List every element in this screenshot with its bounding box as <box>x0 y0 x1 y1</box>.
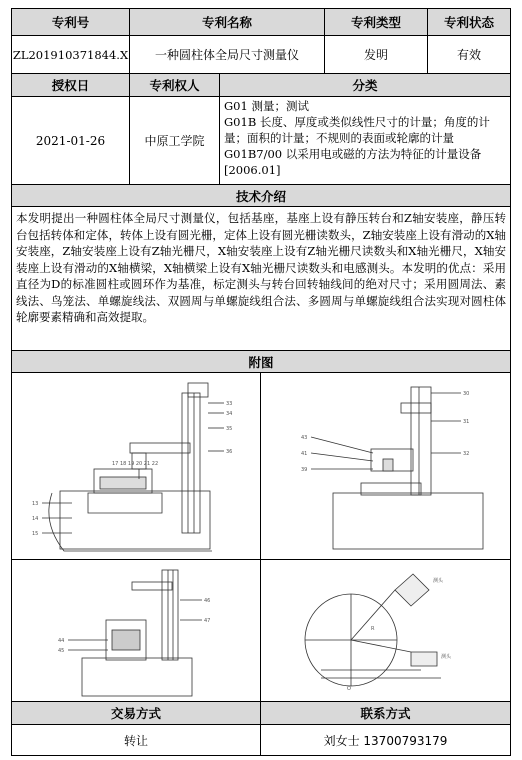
svg-text:17 18 19 20 21 22: 17 18 19 20 21 22 <box>112 461 159 467</box>
trade-method: 转让 <box>12 725 261 755</box>
header-patent-name: 专利名称 <box>130 9 325 36</box>
patent-type: 发明 <box>325 36 428 74</box>
patent-values-row <box>12 36 510 74</box>
header-trade-method: 交易方式 <box>12 702 261 725</box>
intro-text-row <box>12 207 510 351</box>
svg-text:34: 34 <box>226 411 233 417</box>
header-contact: 联系方式 <box>261 702 510 725</box>
svg-text:36: 36 <box>226 449 233 455</box>
classification-item: G01B7/00 以采用电或磁的方法为特征的计量设备[2006.01] <box>224 147 482 177</box>
intro-title: 技术介绍 <box>12 185 510 207</box>
figures-top-row <box>12 373 510 560</box>
grant-row <box>12 97 510 185</box>
svg-text:R: R <box>371 626 375 632</box>
svg-text:31: 31 <box>463 419 470 425</box>
trade-header-row <box>12 702 510 725</box>
patent-number: ZL201910371844.X <box>12 36 130 74</box>
header-grant-date: 授权日 <box>12 74 130 97</box>
svg-text:43: 43 <box>301 435 308 441</box>
patent-info-sheet <box>11 8 511 756</box>
figure-3 <box>12 560 261 702</box>
svg-text:测头: 测头 <box>441 654 452 660</box>
intro-title-row <box>12 185 510 207</box>
figure-3-drawing <box>12 560 260 701</box>
figure-4 <box>261 560 510 702</box>
classification-item: G01B 长度、厚度或类似线性尺寸的计量；角度的计量；面积的计量；不规则的表面或轮廓的计量 <box>224 115 490 145</box>
header-patent-number: 专利号 <box>12 9 130 36</box>
header-patent-status: 专利状态 <box>428 9 510 36</box>
contact-info: 刘女士 13700793179 <box>323 733 448 748</box>
figures-title-row <box>12 351 510 373</box>
figures-bottom-row <box>12 560 510 702</box>
figure-2 <box>261 373 510 560</box>
header2-row <box>12 74 510 97</box>
header-owner: 专利权人 <box>130 74 220 97</box>
patent-owner: 中原工学院 <box>130 97 220 185</box>
svg-text:30: 30 <box>463 391 470 397</box>
figure-1 <box>12 373 261 560</box>
svg-text:O: O <box>347 686 351 692</box>
svg-text:45: 45 <box>58 648 65 654</box>
header-patent-type: 专利类型 <box>325 9 428 36</box>
svg-text:15: 15 <box>32 531 39 537</box>
svg-text:44: 44 <box>58 638 65 644</box>
svg-text:35: 35 <box>226 426 233 432</box>
figure-1-drawing <box>12 373 260 559</box>
grant-date: 2021-01-26 <box>12 97 130 185</box>
header-row <box>12 9 510 36</box>
svg-text:41: 41 <box>301 451 308 457</box>
svg-text:39: 39 <box>301 467 308 473</box>
figures-title: 附图 <box>12 351 510 373</box>
header-classification: 分类 <box>220 74 510 97</box>
classification-list <box>220 97 510 185</box>
figure-4-drawing <box>261 560 509 701</box>
svg-text:46: 46 <box>204 598 211 604</box>
trade-values-row <box>12 725 510 755</box>
svg-text:14: 14 <box>32 516 39 522</box>
svg-text:33: 33 <box>226 401 233 407</box>
svg-text:13: 13 <box>32 501 39 507</box>
classification-item: G01 测量；测试 <box>224 99 309 113</box>
intro-text: 本发明提出一种圆柱体全局尺寸测量仪，包括基座，基座上设有静压转台和Z轴安装座，静压转台包括转体和定体，转体上设有圆光栅，定体上设有圆光栅读数头，Z轴安装座上设有滑动的X轴安装座，Z轴安装座上设有Z轴光栅尺，X轴安装座上设有Z轴光栅尺读数头和X轴光栅尺，X轴安装座上设有滑动的X轴横梁，X轴横梁上设有X轴光栅尺读数头和电感测头。本发明的优点：采用直径为D的标准圆柱或圆环作为基准，标定测头与转台回转轴线间的绝对尺寸；采用圆周法、素线法、鸟笼法、单螺旋线法、双圆周与单螺旋线组合法、多圆周与单螺旋线组合法实现对圆柱体轮廓要素精确和高效提取。 <box>12 207 510 351</box>
svg-text:32: 32 <box>463 451 470 457</box>
patent-name: 一种圆柱体全局尺寸测量仪 <box>130 36 325 74</box>
svg-text:测头: 测头 <box>433 578 444 584</box>
patent-status: 有效 <box>428 36 510 74</box>
figure-2-drawing <box>261 373 509 559</box>
svg-text:47: 47 <box>204 618 211 624</box>
